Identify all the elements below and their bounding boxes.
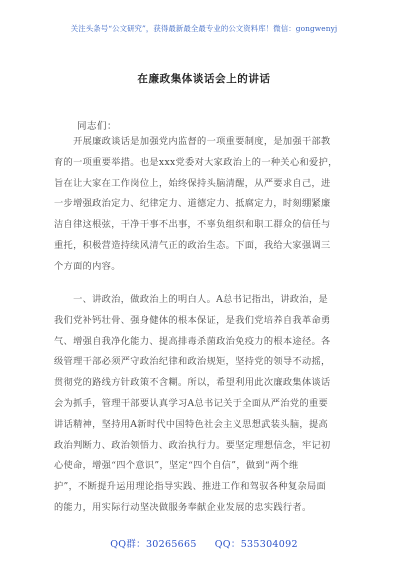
text-line: 重托，积极营造持续风清气正的政治生态。下面，我给大家强调三 [54,239,331,251]
text-line: 的能力，用实际行动坚决做服务奉献企业发展的忠实践行者。 [54,501,312,513]
paragraph-intro [54,132,364,278]
text-line: 个方面的内容。 [54,260,121,272]
page-title: 在廉政集体谈话会上的讲话 [137,73,271,85]
text-line: 我们党补钙壮骨、强身健体的根本保证，是我们党培养自我革命勇 [54,314,331,326]
salutation: 同志们： [77,121,118,132]
text-line: 政治判断力、政治领悟力、政治执行力。要坚定理想信念，牢记初 [54,439,331,451]
text-line: 级管理干部必须严守政治纪律和政治规矩，坚持党的领导不动摇， [54,356,331,368]
paragraph-section-one [54,290,364,519]
text-line: 一、讲政治，做政治上的明白人。A总书记指出，讲政治，是 [54,294,329,305]
header-note: 关注头条号“公文研究”，获得最新最全最专业的公文资料库！微信：gongwenyj [70,24,338,33]
text-line: 育的一项重要举措。也是xxx党委对大家政治上的一种关心和爱护， [54,156,338,168]
text-line: 旨在让大家在工作岗位上，始终保持头脑清醒，从严要求自己，进 [54,177,331,189]
text-line: 洁自律这根弦，干净干事不出事，不辜负组织和职工群众的信任与 [54,219,331,231]
text-line: 开展廉政谈话是加强党内监督的一项重要制度，是加强干部教 [54,136,331,147]
text-line: 一步增强政治定力、纪律定力、道德定力、抵腐定力，时刻绷紧廉 [54,198,331,210]
text-line: 气、增强自我净化能力、提高排毒杀菌政治免疫力的根本途径。各 [54,335,331,347]
footer-contact [0,536,408,550]
text-line: 护”，不断提升运用理论指导实践、推进工作和驾驭各种复杂局面 [54,481,327,493]
qq-group-number: QQ群：30265665 [110,539,197,550]
text-line: 会为抓手，管理干部要认真学习A总书记关于全面从严治党的重要 [54,397,329,409]
qq-number: QQ：535304092 [214,539,298,550]
text-line: 讲话精神，坚持用A新时代中国特色社会主义思想武装头脑，提高 [54,418,329,430]
text-line: 贯彻党的路线方针政策不含糊。所以，希望利用此次廉政集体谈话 [54,377,331,389]
text-line: 心使命，增强“四个意识”，坚定“四个自信”，做到“两个维 [54,460,299,472]
